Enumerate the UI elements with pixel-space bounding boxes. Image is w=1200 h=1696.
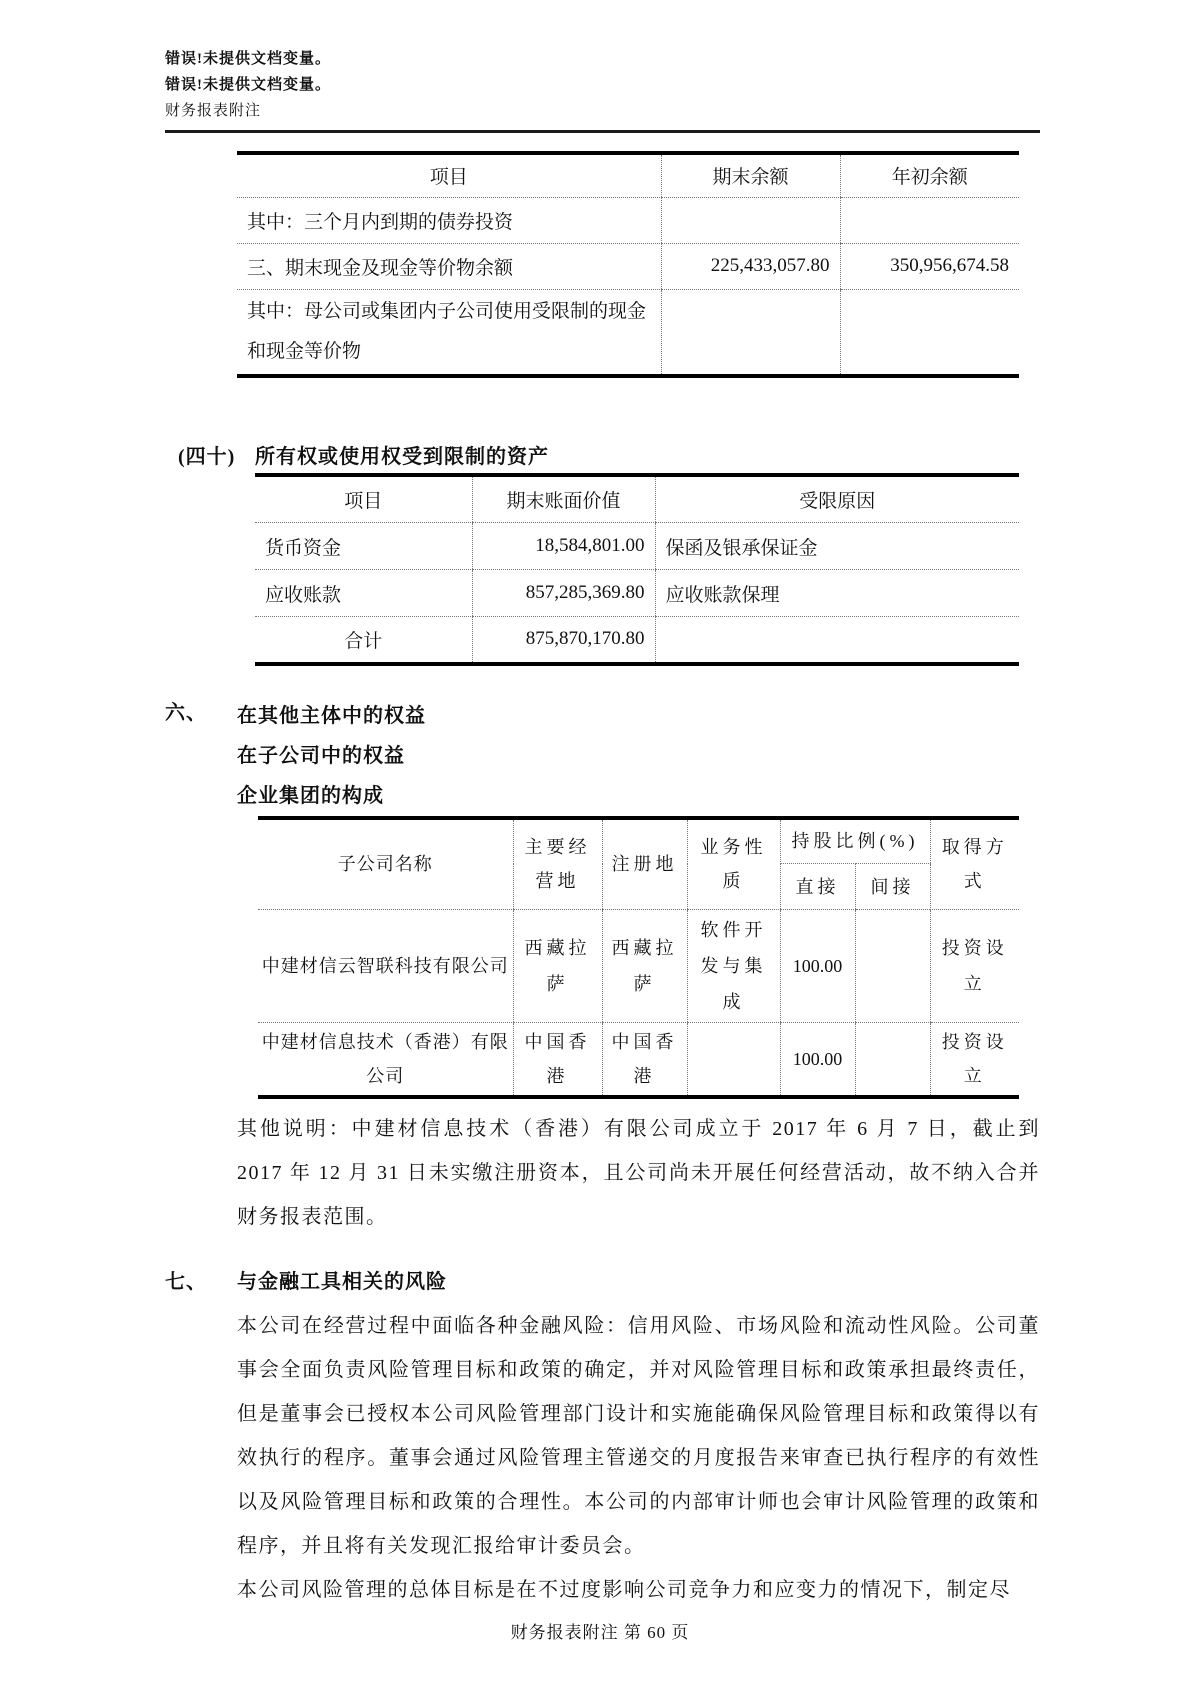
col-header-business-nature: 业务性质 (687, 818, 780, 910)
table-cell-item: 其中：母公司或集团内子公司使用受限制的现金和现金等价物 (247, 300, 647, 362)
table-cell-item: 应收账款 (255, 570, 472, 617)
table-cell-registered-place: 中国香港 (602, 1023, 687, 1098)
table-cell-reason: 保函及银承保证金 (655, 523, 1019, 570)
table-cell-value: 18,584,801.00 (472, 523, 655, 570)
table-cell-item: 其中：三个月内到期的债券投资 (237, 197, 661, 243)
section-7-number: 七、 (165, 1271, 207, 1293)
col-header-subsidiary-name: 子公司名称 (258, 818, 513, 910)
table-cell-subsidiary-name: 中建材信息技术（香港）有限公司 (261, 1032, 509, 1086)
table-cell-acquire-method: 投资设立 (930, 1023, 1019, 1098)
table-cell-acquire-method: 投资设立 (930, 910, 1019, 1023)
section-6-heading (165, 696, 1040, 736)
col-header-item: 项目 (255, 475, 472, 523)
table-cell-ending (661, 197, 840, 243)
col-header-holding-ratio: 持股比例(%) (780, 818, 930, 864)
table-cell-direct-ratio: 100.00 (780, 910, 855, 1023)
table-cell-item: 三、期末现金及现金等价物余额 (237, 243, 661, 289)
restricted-assets-table (255, 473, 1019, 666)
table-cell-ending (661, 289, 840, 376)
col-header-restriction-reason: 受限原因 (655, 475, 1019, 523)
col-header-main-place: 主要经营地 (513, 818, 602, 910)
header-doc-title: 财务报表附注 (165, 103, 262, 119)
table-cell-reason (655, 617, 1019, 664)
subsidiaries-note-paragraph: 其他说明：中建材信息技术（香港）有限公司成立于 2017 年 6 月 7 日，截止到 2017 年 12 月 31 日未实缴注册资本，且公司尚未开展任何经营活动，故不纳入合并财务报表范围。 (237, 1118, 1040, 1228)
table-cell-business-nature (687, 1023, 780, 1098)
section-40-number: (四十) (178, 445, 236, 468)
table-cell-beginning (840, 289, 1019, 376)
section-6-subheading-1: 在子公司中的权益 (237, 744, 405, 767)
header-rule (165, 130, 1040, 133)
section-6-subheading-2: 企业集团的构成 (237, 784, 384, 807)
section-6-title: 在其他主体中的权益 (237, 704, 426, 727)
section-40-heading (165, 440, 1040, 469)
table-cell-total-value: 875,870,170.80 (472, 617, 655, 664)
col-header-acquire-method: 取得方式 (930, 818, 1019, 910)
table-cell-value: 857,285,369.80 (472, 570, 655, 617)
col-header-beginning-balance: 年初余额 (840, 153, 1019, 197)
table-cell-direct-ratio: 100.00 (780, 1023, 855, 1098)
col-header-book-value: 期末账面价值 (472, 475, 655, 523)
table-cell-item: 货币资金 (255, 523, 472, 570)
col-header-item: 项目 (237, 153, 661, 197)
table-cell-reason: 应收账款保理 (655, 570, 1019, 617)
table-cell-subsidiary-name: 中建材信云智联科技有限公司 (258, 910, 513, 1023)
cash-equivalents-table (237, 151, 1019, 378)
table-cell-business-nature: 软件开发与集成 (687, 910, 780, 1023)
table-cell-main-place: 西藏拉萨 (513, 910, 602, 1023)
section-7-heading (165, 1265, 1040, 1294)
section-40-title: 所有权或使用权受到限制的资产 (255, 445, 549, 468)
table-cell-beginning (840, 197, 1019, 243)
table-cell-ending: 225,433,057.80 (661, 243, 840, 289)
subsidiaries-table (258, 816, 1019, 1100)
table-cell-total-label: 合计 (344, 630, 383, 652)
col-header-ending-balance: 期末余额 (661, 153, 840, 197)
risk-paragraph-1: 本公司在经营过程中面临各种金融风险：信用风险、市场风险和流动性风险。公司董事会全面负责风险管理目标和政策的确定，并对风险管理目标和政策承担最终责任，但是董事会已授权本公司风险管理部门设计和实施能确保风险管理目标和政策得以有效执行的程序。董事会通过风险管理主管递交的月度报告来审查已执行程序的有效性以及风险管理目标和政策的合理性。本公司的内部审计师也会审计风险管理的政策和程序，并且将有关发现汇报给审计委员会。 (237, 1315, 1040, 1557)
header-error-line-1: 错误!未提供文档变量。 (165, 51, 331, 67)
section-7-title: 与金融工具相关的风险 (237, 1271, 447, 1293)
section-6-number: 六、 (165, 701, 207, 724)
table-cell-main-place: 中国香港 (513, 1023, 602, 1098)
page-header (165, 46, 1040, 133)
risk-paragraph-2: 本公司风险管理的总体目标是在不过度影响公司竞争力和应变力的情况下，制定尽 (237, 1579, 1011, 1601)
col-header-registered-place: 注册地 (602, 818, 687, 910)
table-cell-indirect-ratio (855, 1023, 930, 1098)
header-error-line-2: 错误!未提供文档变量。 (165, 77, 331, 93)
table-cell-indirect-ratio (855, 910, 930, 1023)
table-cell-registered-place: 西藏拉萨 (602, 910, 687, 1023)
col-header-direct: 直接 (780, 864, 855, 910)
table-cell-beginning: 350,956,674.58 (840, 243, 1019, 289)
page-footer: 财务报表附注 第 60 页 (510, 1623, 690, 1642)
col-header-indirect: 间接 (855, 864, 930, 910)
